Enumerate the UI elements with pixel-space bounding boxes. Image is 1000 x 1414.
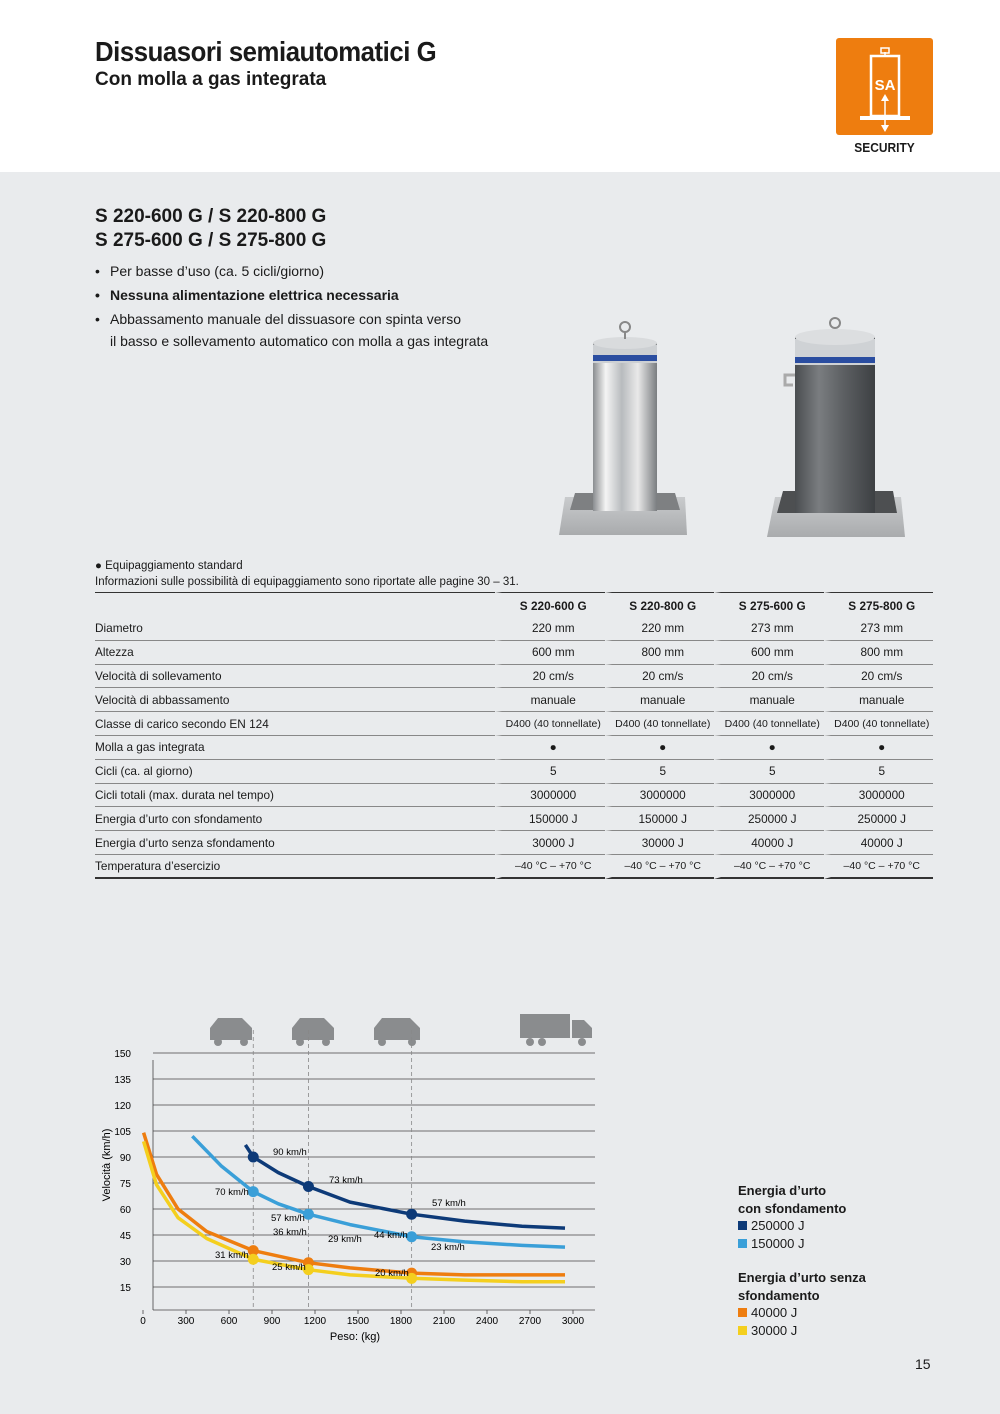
legend-swatch [738, 1221, 747, 1230]
data-point [248, 1254, 259, 1265]
table-cell: –40 °C – +70 °C [824, 855, 934, 879]
table-cell: ● [714, 736, 824, 760]
header-cell: S 275-800 G [824, 592, 934, 617]
legend-title: Energia d’urto senza sfondamento [738, 1270, 866, 1303]
table-cell: –40 °C – +70 °C [495, 855, 605, 879]
table-cell: manuale [605, 688, 715, 712]
table-cell: 800 mm [824, 641, 934, 665]
legend-swatch [738, 1308, 747, 1317]
table-cell: 30000 J [605, 831, 715, 855]
table-row [95, 688, 933, 712]
page-number: 15 [915, 1356, 931, 1372]
row-label: Cicli totali (max. durata nel tempo) [95, 784, 495, 808]
x-tick-label: 2400 [475, 1316, 499, 1327]
table-cell: 5 [495, 760, 605, 784]
table-cell: 250000 J [824, 807, 934, 831]
chart-legend [738, 1182, 866, 1339]
vehicle-body [292, 1018, 334, 1040]
table-cell: D400 (40 tonnellate) [605, 712, 715, 736]
table-cell: manuale [495, 688, 605, 712]
x-tick-label: 900 [263, 1316, 281, 1327]
dark-bollard-image [765, 315, 915, 545]
table-cell: 5 [824, 760, 934, 784]
y-tick-label: 105 [114, 1127, 131, 1138]
table-cell: ● [605, 736, 715, 760]
vehicle-wheel [538, 1038, 546, 1046]
row-label: Energia d’urto con sfondamento [95, 807, 495, 831]
table-cell: 3000000 [495, 784, 605, 808]
data-point [248, 1186, 259, 1197]
table-cell: 5 [605, 760, 715, 784]
model-line: S 275-600 G / S 275-800 G [95, 230, 327, 251]
table-cell: manuale [824, 688, 934, 712]
data-label: 20 km/h [375, 1268, 409, 1279]
table-cell: 800 mm [605, 641, 715, 665]
table-row [95, 617, 933, 641]
standard-equipment-note: ● Equipaggiamento standard [95, 560, 243, 572]
vehicle-wheel [526, 1038, 534, 1046]
row-label: Classe di carico secondo EN 124 [95, 712, 495, 736]
security-badge [836, 38, 933, 135]
vehicle-body [374, 1018, 420, 1040]
data-label: 57 km/h [432, 1198, 466, 1209]
badge-label: SECURITY [854, 140, 915, 155]
x-tick-label: 1800 [389, 1316, 413, 1327]
table-cell: 600 mm [495, 641, 605, 665]
table-cell: 3000000 [714, 784, 824, 808]
table-cell: 3000000 [605, 784, 715, 808]
x-axis-label: Peso: (kg) [329, 1331, 381, 1343]
vehicle-body [210, 1018, 252, 1040]
data-label: 29 km/h [328, 1234, 362, 1245]
data-label: 31 km/h [215, 1250, 249, 1261]
table-row [95, 784, 933, 808]
x-tick-label: 1500 [346, 1316, 370, 1327]
van-icon [374, 1018, 420, 1046]
data-label: 90 km/h [273, 1147, 307, 1158]
data-label: 57 km/h [271, 1213, 305, 1224]
row-label: Temperatura d’esercizio [95, 855, 495, 879]
vehicle-wheel [378, 1038, 386, 1046]
legend-item: 30000 J [738, 1322, 866, 1340]
row-label: Altezza [95, 641, 495, 665]
table-cell: ● [824, 736, 934, 760]
table-notes [95, 558, 519, 590]
row-label: Diametro [95, 617, 495, 641]
table-row [95, 641, 933, 665]
row-label: Energia d’urto senza sfondamento [95, 831, 495, 855]
feature-item: • Per basse d’uso (ca. 5 cicli/giorno) [95, 260, 488, 282]
table-row [95, 736, 933, 760]
model-names [95, 205, 326, 253]
table-cell: 150000 J [605, 807, 715, 831]
specification-table [95, 592, 933, 879]
model-line: S 220-600 G / S 220-800 G [95, 206, 327, 227]
legend-swatch [738, 1326, 747, 1335]
legend-item: 150000 J [738, 1235, 866, 1253]
vehicle-wheel [578, 1038, 586, 1046]
data-point [248, 1152, 259, 1163]
small-car-icon [210, 1018, 252, 1046]
feature-item: • Abbassamento manuale del dissuasore con spinta verso il basso e sollevamento automatico con molla a gas integrata [95, 308, 488, 352]
x-tick-label: 300 [177, 1316, 195, 1327]
table-cell: 30000 J [495, 831, 605, 855]
table-cell: D400 (40 tonnellate) [714, 712, 824, 736]
truck-icon [520, 1014, 592, 1046]
row-label: Velocità di sollevamento [95, 665, 495, 689]
table-cell: D400 (40 tonnellate) [495, 712, 605, 736]
table-cell: 220 mm [605, 617, 715, 641]
feature-item: • Nessuna alimentazione elettrica necessaria [95, 284, 488, 306]
feature-list [95, 260, 488, 354]
vehicle-body [520, 1014, 570, 1038]
data-label: 73 km/h [329, 1175, 363, 1186]
table-cell: 20 cm/s [824, 665, 934, 689]
header-cell [95, 592, 495, 617]
table-row [95, 831, 933, 855]
y-tick-label: 30 [119, 1257, 131, 1268]
row-label: Molla a gas integrata [95, 736, 495, 760]
table-cell: manuale [714, 688, 824, 712]
equipment-info-note: Informazioni sulle possibilità di equipaggiamento sono riportate alle pagine 30 – 31. [95, 576, 519, 588]
badge-code: SA [874, 77, 896, 94]
table-cell: 20 cm/s [714, 665, 824, 689]
bollard-icon [836, 38, 933, 135]
data-label: 44 km/h [374, 1230, 408, 1241]
table-cell: 3000000 [824, 784, 934, 808]
row-label: Cicli (ca. al giorno) [95, 760, 495, 784]
x-tick-label: 3000 [561, 1316, 585, 1327]
x-tick-label: 2700 [518, 1316, 542, 1327]
y-tick-label: 90 [119, 1153, 131, 1164]
y-tick-label: 150 [114, 1049, 131, 1060]
table-cell: 250000 J [714, 807, 824, 831]
y-tick-label: 75 [119, 1179, 131, 1190]
table-row [95, 855, 933, 879]
table-cell: 40000 J [824, 831, 934, 855]
table-row [95, 665, 933, 689]
table-row [95, 712, 933, 736]
data-label: 23 km/h [431, 1242, 465, 1253]
table-cell: 150000 J [495, 807, 605, 831]
table-cell: ● [495, 736, 605, 760]
table-cell: 273 mm [824, 617, 934, 641]
data-label: 25 km/h [272, 1262, 306, 1273]
table-cell: –40 °C – +70 °C [714, 855, 824, 879]
header-cell: S 220-600 G [495, 592, 605, 617]
vehicle-wheel [296, 1038, 304, 1046]
vehicle-wheel [240, 1038, 248, 1046]
table-header-row [95, 592, 933, 617]
x-tick-label: 0 [140, 1316, 146, 1327]
stainless-bollard-image [555, 315, 695, 545]
header-cell: S 275-600 G [714, 592, 824, 617]
table-cell: 600 mm [714, 641, 824, 665]
table-cell: 20 cm/s [495, 665, 605, 689]
legend-item: 250000 J [738, 1217, 866, 1235]
impact-chart [90, 1000, 610, 1345]
data-label: 70 km/h [215, 1187, 249, 1198]
table-row [95, 760, 933, 784]
header-cell: S 220-800 G [605, 592, 715, 617]
legend-item: 40000 J [738, 1304, 866, 1322]
legend-swatch [738, 1239, 747, 1248]
table-cell: 20 cm/s [605, 665, 715, 689]
legend-title: Energia d’urto con sfondamento [738, 1183, 847, 1216]
table-cell: 273 mm [714, 617, 824, 641]
page-title: Dissuasori semiautomatici G [95, 36, 437, 67]
table-cell: –40 °C – +70 °C [605, 855, 715, 879]
data-point [406, 1209, 417, 1220]
table-cell: 40000 J [714, 831, 824, 855]
vehicle-wheel [214, 1038, 222, 1046]
y-axis-label: Velocità (km/h) [101, 1128, 113, 1202]
x-tick-label: 1200 [303, 1316, 327, 1327]
table-cell: D400 (40 tonnellate) [824, 712, 934, 736]
y-tick-label: 45 [119, 1231, 131, 1242]
y-tick-label: 120 [114, 1101, 131, 1112]
vehicle-cab [572, 1020, 592, 1038]
data-label: 36 km/h [273, 1227, 307, 1238]
row-label: Velocità di abbassamento [95, 688, 495, 712]
table-cell: 5 [714, 760, 824, 784]
y-tick-label: 135 [114, 1075, 131, 1086]
y-tick-label: 60 [119, 1205, 131, 1216]
data-point [303, 1181, 314, 1192]
car-icon [292, 1018, 334, 1046]
page-subtitle: Con molla a gas integrata [95, 69, 327, 90]
x-tick-label: 600 [220, 1316, 238, 1327]
table-cell: 220 mm [495, 617, 605, 641]
x-tick-label: 2100 [432, 1316, 456, 1327]
table-row [95, 807, 933, 831]
vehicle-wheel [322, 1038, 330, 1046]
y-tick-label: 15 [119, 1283, 131, 1294]
